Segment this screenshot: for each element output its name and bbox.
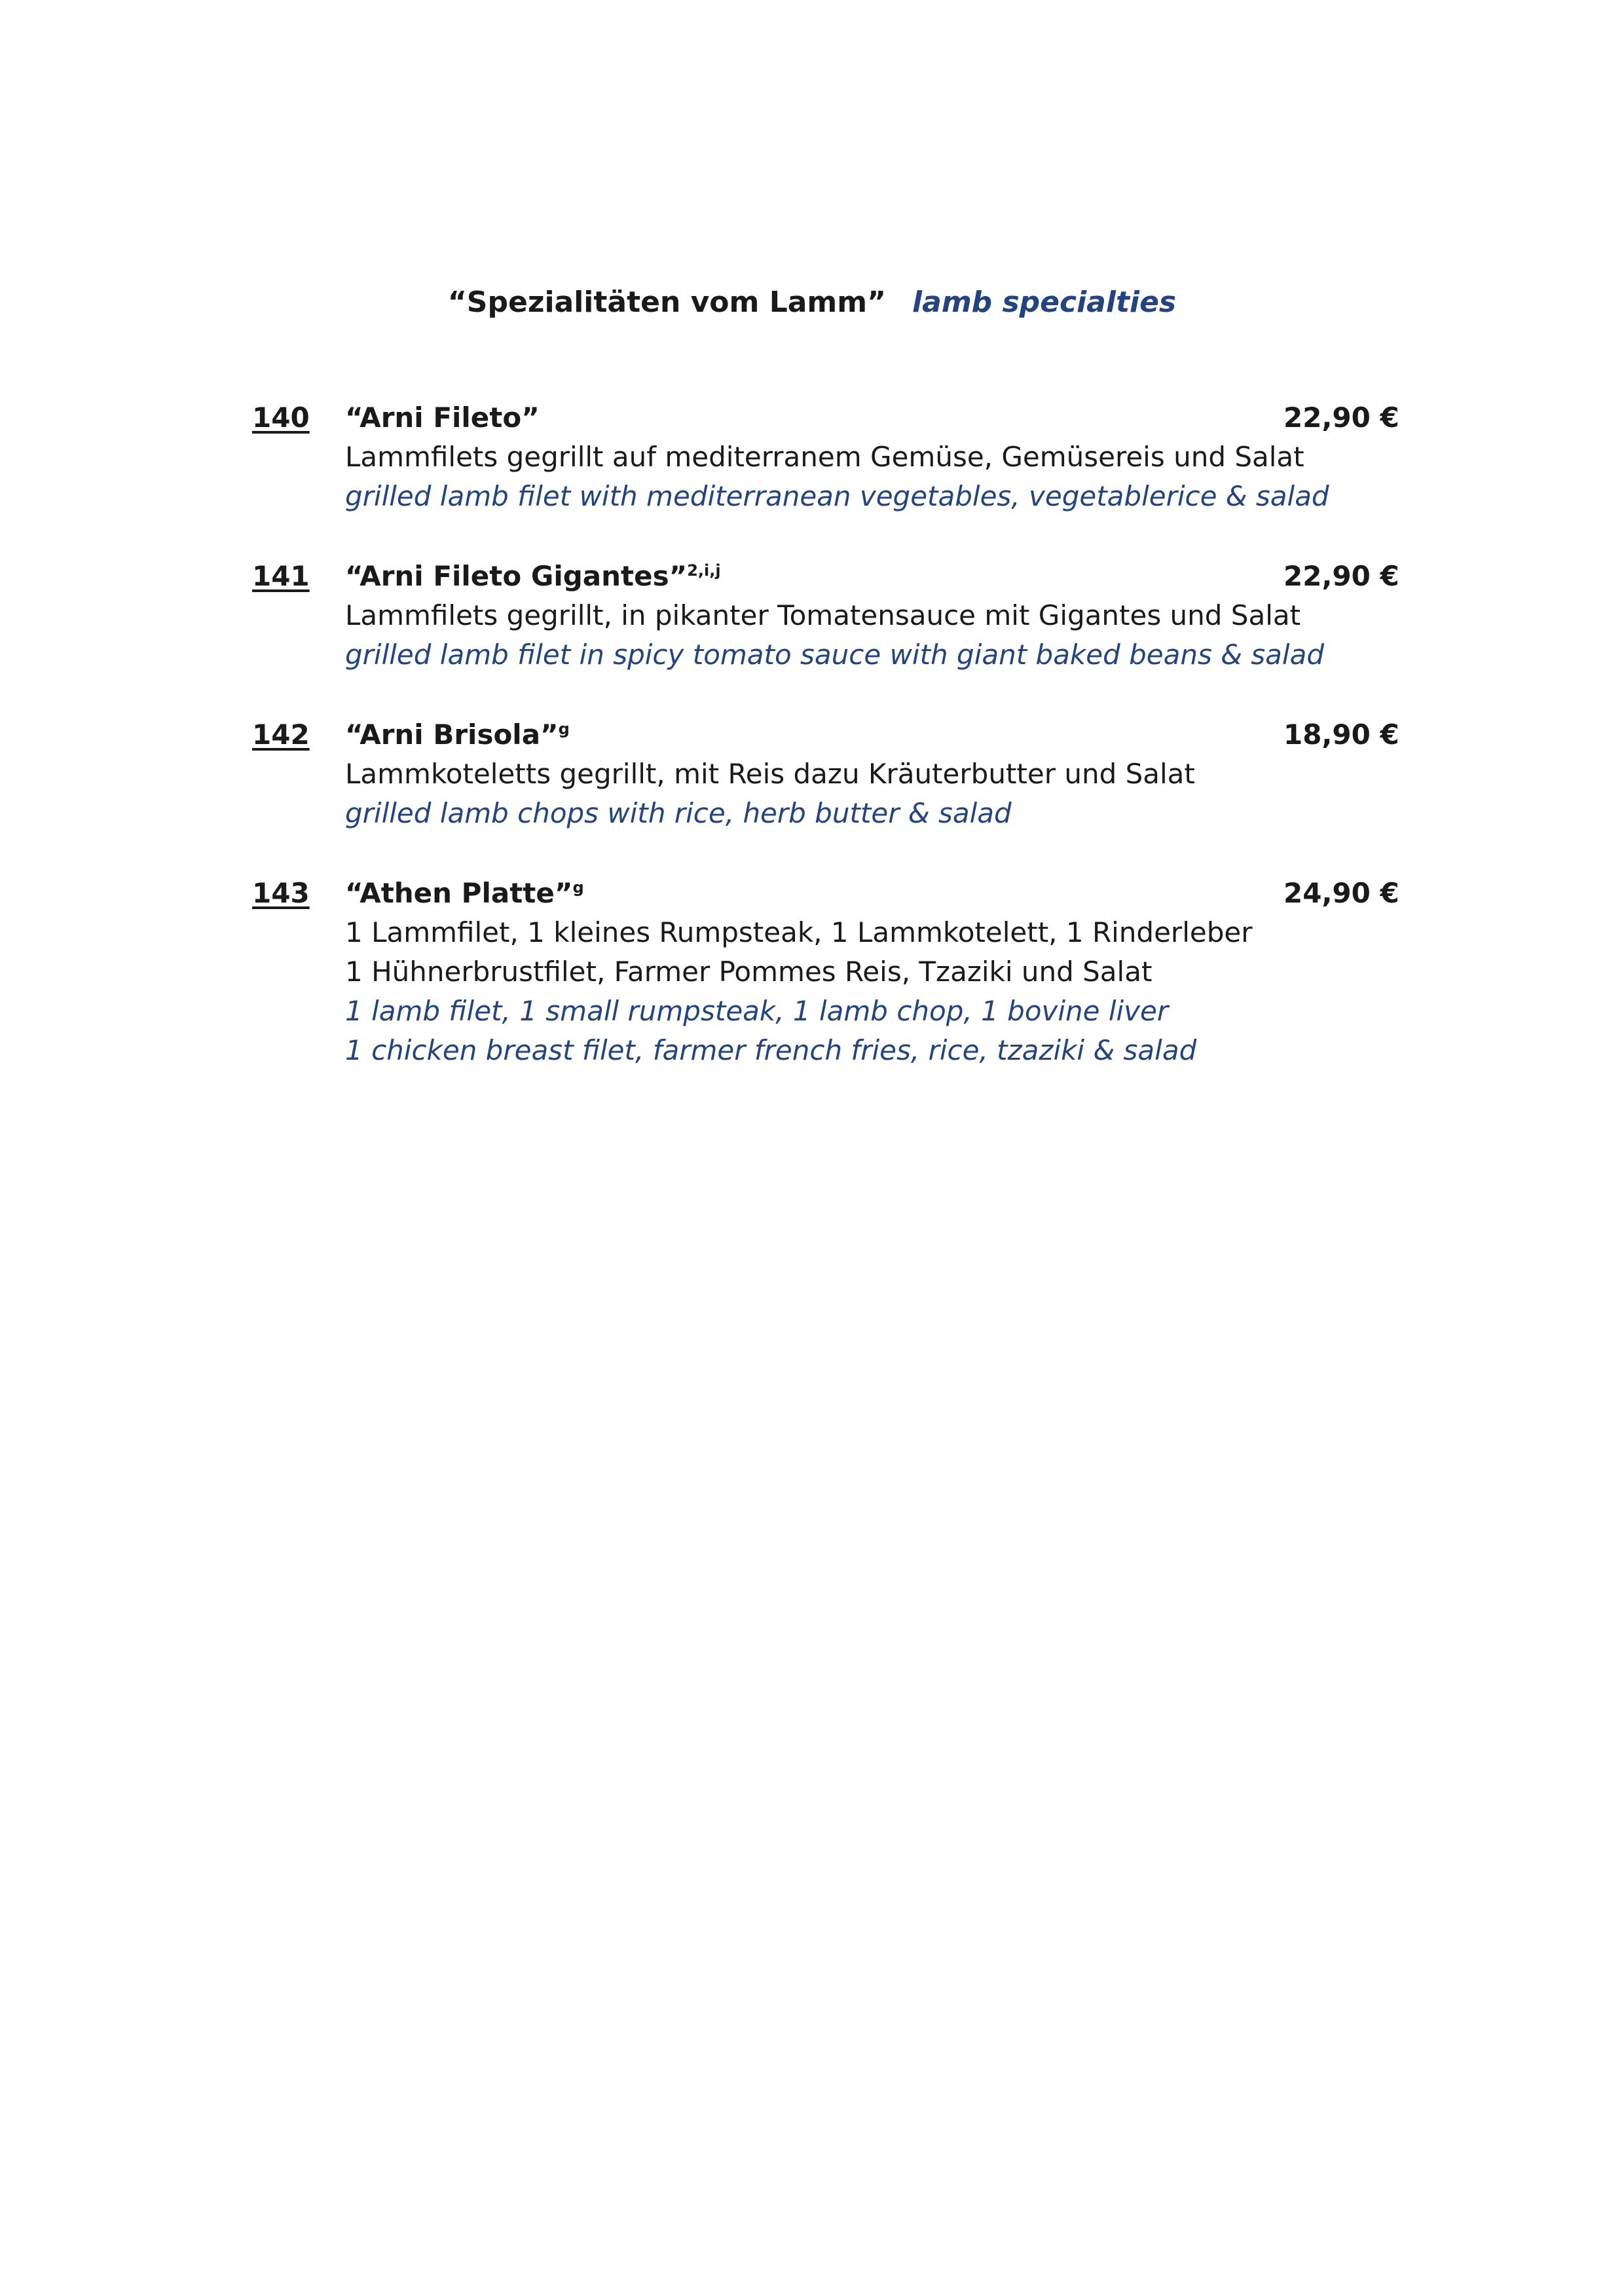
english-description: grilled lamb filet with mediterranean vegetables, vegetablerice & salad (345, 480, 1329, 512)
item-number: 142 (252, 718, 310, 751)
item-price: 22,90 € (1283, 401, 1399, 434)
allergen-codes: g (572, 878, 584, 897)
english-description: grilled lamb chops with rice, herb butter & salad (345, 797, 1012, 829)
item-price: 18,90 € (1283, 718, 1399, 751)
item-name-text: “Arni Brisola” (345, 718, 559, 751)
item-price: 24,90 € (1283, 877, 1399, 909)
item-name (345, 715, 1275, 755)
german-description: Lammkoteletts gegrillt, mit Reis dazu Kräuterbutter und Salat (345, 758, 1195, 790)
item-description (345, 398, 1329, 516)
page-title (0, 283, 1624, 322)
item-name (345, 874, 1275, 913)
item-name (345, 557, 1275, 596)
item-name (345, 398, 1275, 438)
item-name-text: “Arni Fileto Gigantes” (345, 560, 688, 592)
english-description: 1 lamb filet, 1 small rumpsteak, 1 lamb chop, 1 bovine liver (345, 995, 1169, 1027)
item-name-text: “Athen Platte” (345, 877, 573, 909)
allergen-codes: 2,i,j (687, 561, 721, 580)
german-description: Lammfilets gegrillt, in pikanter Tomatensauce mit Gigantes und Salat (345, 599, 1301, 631)
item-description (345, 557, 1324, 675)
german-description: 1 Hühnerbrustfilet, Farmer Pommes Reis, Tzaziki und Salat (345, 956, 1153, 988)
item-description (345, 715, 1275, 833)
german-description: 1 Lammfilet, 1 kleines Rumpsteak, 1 Lammkotelett, 1 Rinderleber (345, 916, 1253, 948)
english-description: 1 chicken breast filet, farmer french fries, rice, tzaziki & salad (345, 1034, 1197, 1066)
item-description (345, 874, 1275, 1070)
item-number: 140 (252, 401, 310, 434)
english-description: grilled lamb filet in spicy tomato sauce with giant baked beans & salad (345, 639, 1324, 671)
title-english: lamb specialties (912, 286, 1177, 319)
title-german: “Spezialitäten vom Lamm” (447, 286, 887, 319)
item-price: 22,90 € (1283, 560, 1399, 592)
allergen-codes: g (558, 720, 570, 738)
item-number: 141 (252, 560, 310, 592)
item-name-text: “Arni Fileto” (345, 401, 540, 434)
german-description: Lammfilets gegrillt auf mediterranem Gemüse, Gemüsereis und Salat (345, 441, 1304, 473)
item-number: 143 (252, 877, 310, 909)
